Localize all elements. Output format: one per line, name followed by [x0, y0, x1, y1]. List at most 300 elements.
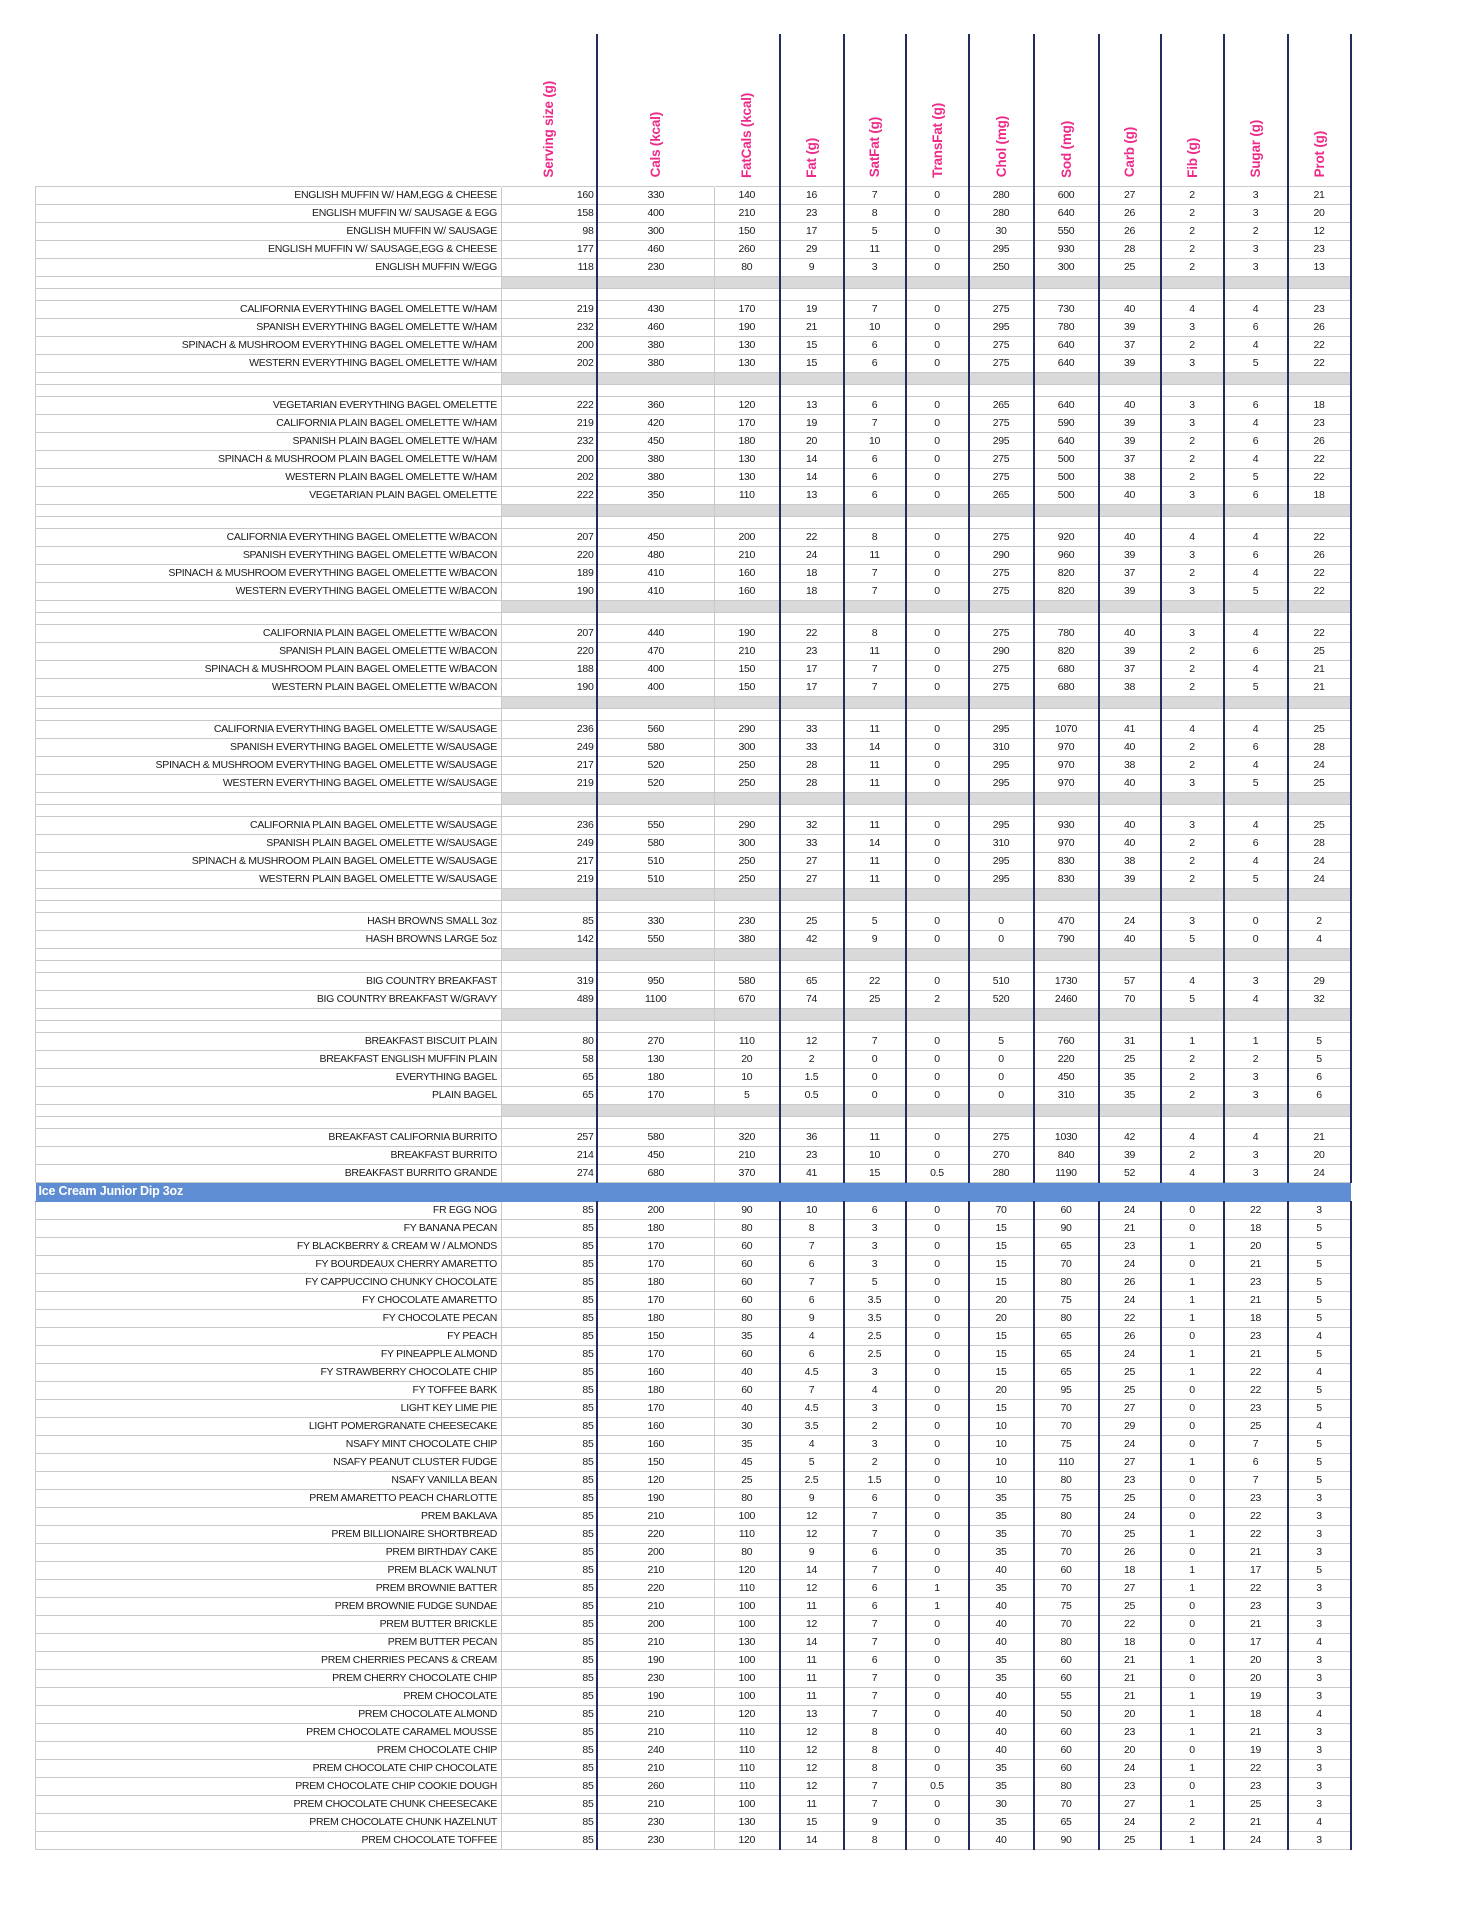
value-cell: 25	[1099, 1050, 1161, 1068]
value-cell: 170	[597, 1237, 715, 1255]
value-cell: 640	[1034, 354, 1099, 372]
spacer-cell	[715, 960, 780, 972]
table-row	[36, 486, 1351, 504]
value-cell: 0	[906, 1255, 969, 1273]
table-row	[36, 1399, 1351, 1417]
spacer-cell	[1099, 696, 1161, 708]
spacer-cell	[1224, 1104, 1288, 1116]
value-cell: 830	[1034, 852, 1099, 870]
spacer-cell	[780, 792, 844, 804]
spacer-cell	[1161, 888, 1224, 900]
value-cell: 25	[715, 1471, 780, 1489]
spacer-cell	[844, 1020, 906, 1032]
value-cell: 20	[969, 1291, 1034, 1309]
spacer-cell	[844, 516, 906, 528]
value-cell: 22	[1288, 468, 1351, 486]
value-cell: 13	[780, 1705, 844, 1723]
value-cell: 85	[502, 1795, 597, 1813]
value-cell: 65	[502, 1068, 597, 1086]
spacer-cell	[780, 276, 844, 288]
value-cell: 11	[844, 774, 906, 792]
value-cell: 60	[715, 1345, 780, 1363]
value-cell: 2	[1161, 258, 1224, 276]
value-cell: 12	[780, 1777, 844, 1795]
column-header	[1288, 34, 1351, 186]
value-cell: 75	[1034, 1489, 1099, 1507]
value-cell: 0	[906, 1633, 969, 1651]
spacer-cell	[597, 1008, 715, 1020]
value-cell: 3	[1161, 816, 1224, 834]
spacer-row	[36, 504, 1351, 516]
value-cell: 5	[1288, 1273, 1351, 1291]
value-cell: 24	[1099, 1507, 1161, 1525]
item-name: FY PEACH	[36, 1327, 502, 1345]
value-cell: 0	[1161, 1489, 1224, 1507]
value-cell: 1	[1161, 1345, 1224, 1363]
value-cell: 80	[715, 1489, 780, 1507]
value-cell: 11	[844, 870, 906, 888]
value-cell: 3	[1288, 1759, 1351, 1777]
value-cell: 2	[1161, 870, 1224, 888]
value-cell: 25	[1099, 1489, 1161, 1507]
item-name: LIGHT POMERGRANATE CHEESECAKE	[36, 1417, 502, 1435]
value-cell: 1	[1161, 1759, 1224, 1777]
value-cell: 90	[1034, 1219, 1099, 1237]
value-cell: 0	[1224, 930, 1288, 948]
value-cell: 1	[1161, 1032, 1224, 1050]
value-cell: 300	[715, 834, 780, 852]
value-cell: 118	[502, 258, 597, 276]
value-cell: 85	[502, 1255, 597, 1273]
value-cell: 40	[969, 1723, 1034, 1741]
value-cell: 2	[1161, 1146, 1224, 1164]
value-cell: 4	[1224, 720, 1288, 738]
spacer-cell	[844, 900, 906, 912]
table-row	[36, 642, 1351, 660]
value-cell: 1070	[1034, 720, 1099, 738]
value-cell: 39	[1099, 432, 1161, 450]
value-cell: 24	[1099, 1291, 1161, 1309]
value-cell: 580	[715, 972, 780, 990]
value-cell: 970	[1034, 834, 1099, 852]
value-cell: 200	[502, 450, 597, 468]
spacer-cell	[1034, 516, 1099, 528]
value-cell: 249	[502, 738, 597, 756]
spacer-cell	[906, 612, 969, 624]
value-cell: 12	[780, 1615, 844, 1633]
value-cell: 70	[1034, 1399, 1099, 1417]
spacer-cell	[1288, 1104, 1351, 1116]
table-row	[36, 972, 1351, 990]
value-cell: 1100	[597, 990, 715, 1008]
value-cell: 10	[969, 1471, 1034, 1489]
value-cell: 3	[844, 1399, 906, 1417]
item-name: NSAFY PEANUT CLUSTER FUDGE	[36, 1453, 502, 1471]
value-cell: 23	[1224, 1327, 1288, 1345]
value-cell: 18	[1224, 1219, 1288, 1237]
value-cell: 310	[969, 834, 1034, 852]
value-cell: 18	[1099, 1633, 1161, 1651]
value-cell: 14	[780, 450, 844, 468]
value-cell: 0	[906, 1759, 969, 1777]
value-cell: 15	[780, 336, 844, 354]
spacer-cell	[715, 792, 780, 804]
value-cell: 28	[1099, 240, 1161, 258]
item-name: SPANISH EVERYTHING BAGEL OMELETTE W/HAM	[36, 318, 502, 336]
column-header	[969, 34, 1034, 186]
item-name: FY CHOCOLATE PECAN	[36, 1309, 502, 1327]
spacer-row	[36, 276, 1351, 288]
spacer-cell	[597, 1020, 715, 1032]
spacer-cell	[597, 612, 715, 624]
spacer-cell	[969, 792, 1034, 804]
value-cell: 10	[844, 1146, 906, 1164]
spacer-row	[36, 804, 1351, 816]
value-cell: 80	[1034, 1777, 1099, 1795]
value-cell: 580	[597, 738, 715, 756]
value-cell: 80	[715, 1219, 780, 1237]
value-cell: 2	[1161, 756, 1224, 774]
spacer-cell	[1161, 708, 1224, 720]
value-cell: 370	[715, 1164, 780, 1182]
spacer-cell	[36, 708, 502, 720]
value-cell: 0	[906, 774, 969, 792]
value-cell: 450	[597, 432, 715, 450]
column-header	[597, 34, 715, 186]
spacer-cell	[780, 708, 844, 720]
value-cell: 40	[1099, 396, 1161, 414]
value-cell: 6	[780, 1291, 844, 1309]
value-cell: 3	[1161, 318, 1224, 336]
value-cell: 85	[502, 1345, 597, 1363]
spacer-cell	[36, 1116, 502, 1128]
value-cell: 80	[1034, 1633, 1099, 1651]
value-cell: 200	[502, 336, 597, 354]
spacer-cell	[1034, 384, 1099, 396]
value-cell: 85	[502, 1489, 597, 1507]
value-cell: 15	[969, 1327, 1034, 1345]
spacer-cell	[1099, 1104, 1161, 1116]
spacer-cell	[1034, 1104, 1099, 1116]
value-cell: 35	[969, 1543, 1034, 1561]
value-cell: 22	[1224, 1201, 1288, 1219]
spacer-cell	[780, 900, 844, 912]
value-cell: 17	[780, 660, 844, 678]
value-cell: 130	[715, 1633, 780, 1651]
spacer-cell	[1161, 900, 1224, 912]
value-cell: 210	[715, 1146, 780, 1164]
item-name: SPANISH PLAIN BAGEL OMELETTE W/SAUSAGE	[36, 834, 502, 852]
value-cell: 640	[1034, 336, 1099, 354]
value-cell: 3.5	[844, 1309, 906, 1327]
spacer-cell	[1099, 948, 1161, 960]
value-cell: 3	[1161, 396, 1224, 414]
spacer-cell	[1034, 372, 1099, 384]
value-cell: 35	[715, 1327, 780, 1345]
value-cell: 0	[906, 1327, 969, 1345]
column-header	[1161, 34, 1224, 186]
value-cell: 85	[502, 1579, 597, 1597]
value-cell: 25	[1099, 1363, 1161, 1381]
value-cell: 510	[969, 972, 1034, 990]
value-cell: 0.5	[906, 1164, 969, 1182]
spacer-cell	[597, 384, 715, 396]
value-cell: 920	[1034, 528, 1099, 546]
value-cell: 2	[1161, 1068, 1224, 1086]
value-cell: 930	[1034, 816, 1099, 834]
table-row	[36, 738, 1351, 756]
value-cell: 24	[1099, 1255, 1161, 1273]
value-cell: 3	[844, 1363, 906, 1381]
spacer-cell	[969, 372, 1034, 384]
spacer-cell	[844, 708, 906, 720]
item-name: BIG COUNTRY BREAKFAST	[36, 972, 502, 990]
table-row	[36, 870, 1351, 888]
table-row	[36, 468, 1351, 486]
value-cell: 8	[844, 1759, 906, 1777]
value-cell: 110	[715, 1723, 780, 1741]
value-cell: 26	[1099, 1273, 1161, 1291]
value-cell: 350	[597, 486, 715, 504]
value-cell: 5	[1288, 1471, 1351, 1489]
item-name: BREAKFAST BURRITO	[36, 1146, 502, 1164]
value-cell: 260	[715, 240, 780, 258]
value-cell: 22	[1288, 582, 1351, 600]
value-cell: 4	[1288, 1417, 1351, 1435]
value-cell: 85	[502, 1507, 597, 1525]
value-cell: 9	[780, 1489, 844, 1507]
spacer-cell	[1288, 960, 1351, 972]
value-cell: 220	[502, 546, 597, 564]
column-header	[780, 34, 844, 186]
value-cell: 190	[502, 582, 597, 600]
spacer-cell	[715, 1020, 780, 1032]
value-cell: 5	[969, 1032, 1034, 1050]
value-cell: 22	[1224, 1363, 1288, 1381]
item-name: ENGLISH MUFFIN W/ SAUSAGE	[36, 222, 502, 240]
table-row	[36, 990, 1351, 1008]
value-cell: 0	[906, 1705, 969, 1723]
item-name: ENGLISH MUFFIN W/ SAUSAGE,EGG & CHEESE	[36, 240, 502, 258]
value-cell: 265	[969, 396, 1034, 414]
spacer-cell	[1161, 516, 1224, 528]
value-cell: 0	[906, 1471, 969, 1489]
spacer-cell	[36, 792, 502, 804]
value-cell: 560	[597, 720, 715, 738]
value-cell: 150	[597, 1327, 715, 1345]
value-cell: 5	[1288, 1345, 1351, 1363]
value-cell: 232	[502, 432, 597, 450]
table-row	[36, 1525, 1351, 1543]
value-cell: 21	[1099, 1687, 1161, 1705]
table-row	[36, 1164, 1351, 1182]
value-cell: 130	[715, 450, 780, 468]
value-cell: 15	[969, 1255, 1034, 1273]
value-cell: 4	[1288, 1633, 1351, 1651]
item-name: PREM BILLIONAIRE SHORTBREAD	[36, 1525, 502, 1543]
item-name: NSAFY MINT CHOCOLATE CHIP	[36, 1435, 502, 1453]
value-cell: 36	[780, 1128, 844, 1146]
value-cell: 110	[715, 1777, 780, 1795]
spacer-cell	[1224, 888, 1288, 900]
value-cell: 90	[1034, 1831, 1099, 1849]
value-cell: 6	[844, 1651, 906, 1669]
value-cell: 1	[1224, 1032, 1288, 1050]
value-cell: 100	[715, 1669, 780, 1687]
value-cell: 24	[1224, 1831, 1288, 1849]
spacer-cell	[1224, 384, 1288, 396]
value-cell: 22	[1099, 1309, 1161, 1327]
value-cell: 20	[715, 1050, 780, 1068]
value-cell: 5	[1288, 1561, 1351, 1579]
item-name: PREM CHOCOLATE	[36, 1687, 502, 1705]
spacer-cell	[1288, 792, 1351, 804]
value-cell: 7	[844, 1687, 906, 1705]
spacer-cell	[1224, 288, 1288, 300]
value-cell: 150	[715, 660, 780, 678]
value-cell: 295	[969, 852, 1034, 870]
value-cell: 23	[1288, 240, 1351, 258]
item-name: VEGETARIAN EVERYTHING BAGEL OMELETTE	[36, 396, 502, 414]
value-cell: 26	[1288, 432, 1351, 450]
value-cell: 200	[715, 528, 780, 546]
value-cell: 170	[597, 1345, 715, 1363]
value-cell: 460	[597, 318, 715, 336]
value-cell: 12	[780, 1507, 844, 1525]
value-cell: 22	[1224, 1525, 1288, 1543]
value-cell: 60	[1034, 1201, 1099, 1219]
value-cell: 0	[906, 546, 969, 564]
spacer-cell	[1288, 708, 1351, 720]
value-cell: 275	[969, 468, 1034, 486]
spacer-cell	[1099, 1116, 1161, 1128]
spacer-cell	[969, 384, 1034, 396]
value-cell: 160	[715, 582, 780, 600]
value-cell: 100	[715, 1507, 780, 1525]
spacer-cell	[597, 792, 715, 804]
spacer-cell	[502, 708, 597, 720]
value-cell: 2	[1161, 186, 1224, 204]
item-name: WESTERN PLAIN BAGEL OMELETTE W/SAUSAGE	[36, 870, 502, 888]
spacer-cell	[597, 372, 715, 384]
value-cell: 0	[969, 1086, 1034, 1104]
spacer-cell	[1034, 600, 1099, 612]
value-cell: 80	[1034, 1507, 1099, 1525]
value-cell: 85	[502, 1417, 597, 1435]
table-row	[36, 1651, 1351, 1669]
value-cell: 2	[1161, 450, 1224, 468]
value-cell: 0.5	[780, 1086, 844, 1104]
value-cell: 80	[715, 258, 780, 276]
value-cell: 460	[597, 240, 715, 258]
item-name: PREM CHERRIES PECANS & CREAM	[36, 1651, 502, 1669]
table-row	[36, 1777, 1351, 1795]
spacer-cell	[715, 372, 780, 384]
spacer-cell	[502, 888, 597, 900]
value-cell: 190	[715, 318, 780, 336]
table-row	[36, 528, 1351, 546]
item-name: CALIFORNIA PLAIN BAGEL OMELETTE W/BACON	[36, 624, 502, 642]
value-cell: 295	[969, 756, 1034, 774]
spacer-cell	[1034, 288, 1099, 300]
value-cell: 5	[1161, 930, 1224, 948]
value-cell: 0	[906, 1128, 969, 1146]
value-cell: 210	[597, 1795, 715, 1813]
value-cell: 24	[1288, 1164, 1351, 1182]
table-row	[36, 336, 1351, 354]
value-cell: 6	[844, 1201, 906, 1219]
spacer-cell	[1034, 696, 1099, 708]
value-cell: 35	[1099, 1068, 1161, 1086]
value-cell: 27	[1099, 1399, 1161, 1417]
value-cell: 5	[1288, 1399, 1351, 1417]
value-cell: 24	[1099, 1759, 1161, 1777]
item-name: FY BLACKBERRY & CREAM W / ALMONDS	[36, 1237, 502, 1255]
value-cell: 600	[1034, 186, 1099, 204]
value-cell: 8	[844, 1723, 906, 1741]
value-cell: 5	[715, 1086, 780, 1104]
value-cell: 85	[502, 1831, 597, 1849]
column-header	[1034, 34, 1099, 186]
value-cell: 13	[780, 396, 844, 414]
value-cell: 19	[1224, 1741, 1288, 1759]
spacer-cell	[715, 516, 780, 528]
spacer-cell	[780, 504, 844, 516]
value-cell: 780	[1034, 318, 1099, 336]
value-cell: 85	[502, 1723, 597, 1741]
value-cell: 39	[1099, 318, 1161, 336]
value-cell: 0	[906, 816, 969, 834]
value-cell: 16	[780, 186, 844, 204]
column-header-label: FatCals (kcal)	[739, 92, 755, 178]
spacer-cell	[1161, 384, 1224, 396]
value-cell: 60	[1034, 1669, 1099, 1687]
table-row	[36, 318, 1351, 336]
value-cell: 0	[906, 642, 969, 660]
spacer-cell	[1099, 1008, 1161, 1020]
value-cell: 7	[1224, 1471, 1288, 1489]
spacer-cell	[906, 696, 969, 708]
value-cell: 930	[1034, 240, 1099, 258]
value-cell: 470	[597, 642, 715, 660]
value-cell: 120	[715, 1705, 780, 1723]
value-cell: 6	[844, 1543, 906, 1561]
value-cell: 18	[1099, 1561, 1161, 1579]
value-cell: 0	[906, 720, 969, 738]
spacer-cell	[780, 384, 844, 396]
value-cell: 295	[969, 432, 1034, 450]
value-cell: 275	[969, 354, 1034, 372]
spacer-cell	[844, 288, 906, 300]
value-cell: 470	[1034, 912, 1099, 930]
value-cell: 520	[969, 990, 1034, 1008]
value-cell: 3	[1288, 1489, 1351, 1507]
table-header	[36, 34, 1351, 186]
value-cell: 970	[1034, 774, 1099, 792]
value-cell: 0	[906, 1086, 969, 1104]
value-cell: 13	[780, 486, 844, 504]
value-cell: 26	[1099, 222, 1161, 240]
value-cell: 0	[906, 336, 969, 354]
value-cell: 0	[1161, 1255, 1224, 1273]
table-row	[36, 1068, 1351, 1086]
value-cell: 290	[969, 546, 1034, 564]
value-cell: 7	[780, 1381, 844, 1399]
value-cell: 25	[1288, 642, 1351, 660]
value-cell: 1	[1161, 1831, 1224, 1849]
value-cell: 275	[969, 414, 1034, 432]
value-cell: 500	[1034, 486, 1099, 504]
